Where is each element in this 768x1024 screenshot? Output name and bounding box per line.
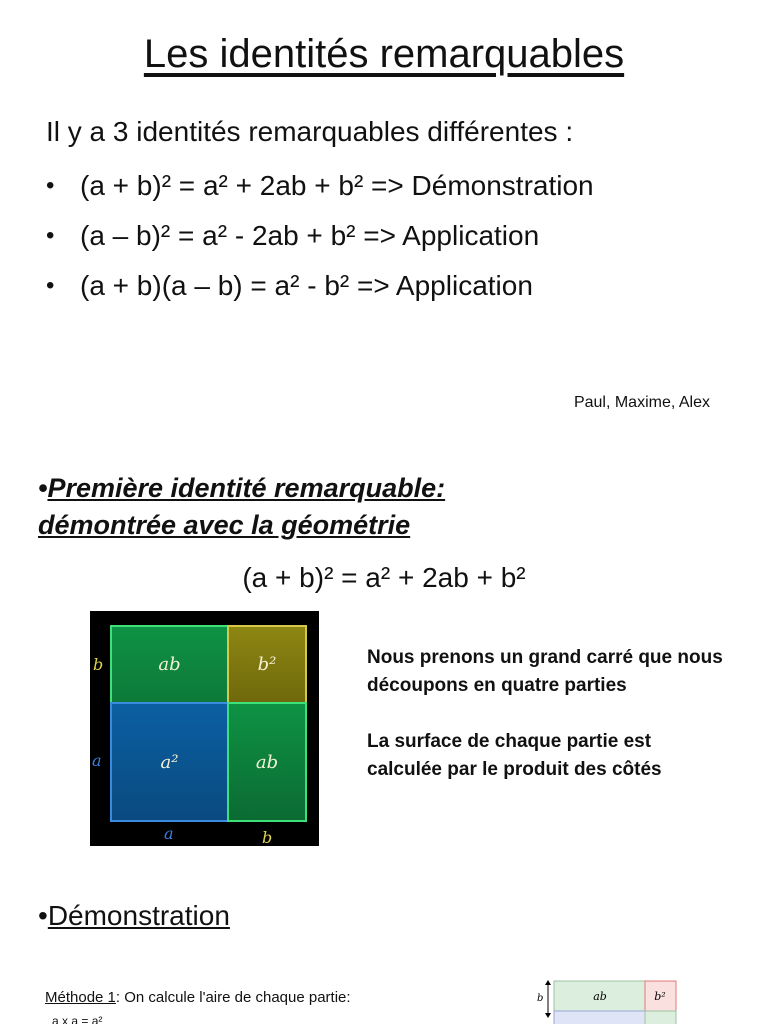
list-item (46, 168, 594, 218)
mini-cell-a2 (554, 1011, 645, 1024)
authors: Paul, Maxime, Alex (573, 394, 710, 411)
section-heading-first-identity (38, 470, 445, 544)
bullet-icon: • (38, 900, 48, 931)
section-heading-demonstration (38, 900, 230, 932)
identity-1-text: (a + b)² = a² + 2ab + b² => Démonstration (80, 170, 594, 201)
arrow-head-up (545, 980, 551, 985)
method-computation: a x a = a² (52, 1014, 103, 1024)
cell-ab-top: ab (110, 625, 229, 704)
cell-a-squared: a² (110, 702, 229, 822)
mini-square-figure (530, 978, 690, 1024)
bullet-icon: • (46, 222, 55, 249)
description-paragraph-2: La surface de chaque partie est calculée par le produit des côtés (367, 731, 662, 780)
method-label: Méthode 1 (45, 989, 116, 1006)
mini-cell-ab-label: ab (593, 990, 607, 1003)
identity-formula: (a + b)² = a² + 2ab + b² (242, 562, 526, 593)
heading-line-2: démontrée avec la géométrie (38, 510, 411, 540)
list-item (46, 268, 594, 318)
identities-list (46, 168, 594, 318)
page-title: Les identités remarquables (143, 32, 625, 76)
bullet-icon: • (38, 473, 48, 503)
side-label-b-left: b (93, 655, 104, 674)
mini-cell-ab-lower (645, 1011, 676, 1024)
cell-ab-bottom: ab (227, 702, 307, 822)
identity-2-text: (a – b)² = a² - 2ab + b² => Application (80, 220, 540, 251)
side-label-b-bottom: b (262, 828, 273, 847)
cell-b-squared: b² (227, 625, 307, 704)
side-label-a-left: a (92, 751, 102, 770)
demonstration-title: Démonstration (47, 900, 230, 931)
description-paragraph-1: Nous prenons un grand carré que nous découpons en quatre parties (367, 647, 723, 696)
bullet-icon: • (46, 172, 55, 199)
method-line (45, 989, 351, 1006)
mini-side-label-b: b (537, 993, 544, 1004)
figure-description (367, 644, 727, 784)
list-item (46, 218, 594, 268)
bullet-icon: • (46, 272, 55, 299)
geometric-square-figure (90, 611, 319, 846)
method-text: : On calcule l'aire de chaque partie: (115, 989, 351, 1006)
intro-text: Il y a 3 identités remarquables différentes : (46, 116, 574, 147)
mini-cell-b2-label: b² (654, 990, 666, 1003)
heading-line-1: Première identité remarquable: (47, 473, 446, 503)
identity-3-text: (a + b)(a – b) = a² - b² => Application (80, 270, 533, 301)
arrow-head-down (545, 1013, 551, 1018)
side-label-a-bottom: a (164, 824, 174, 843)
